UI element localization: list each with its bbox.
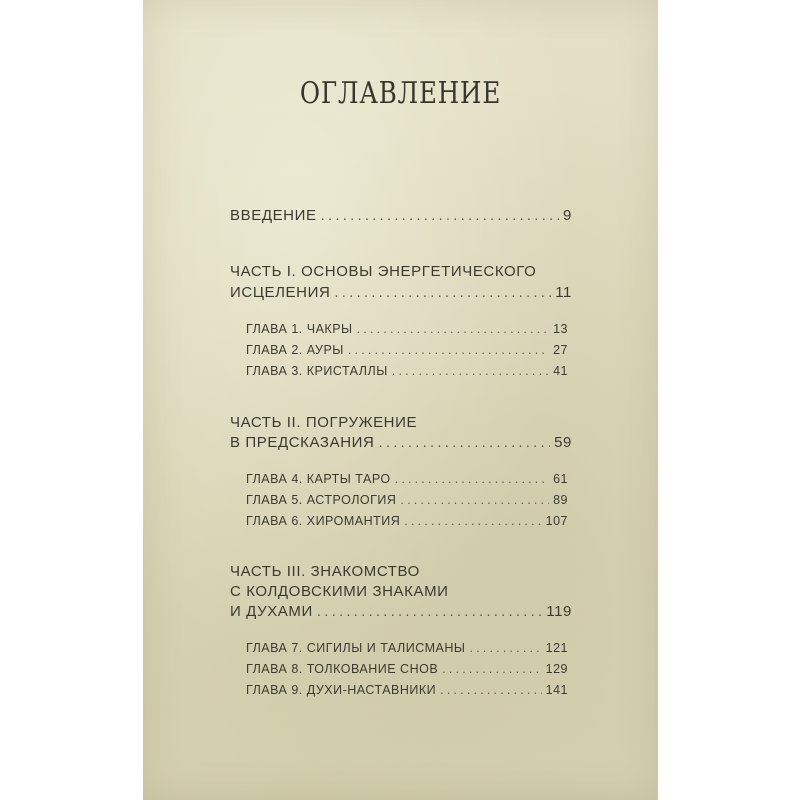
toc-entry-label: ВВЕДЕНИЕ	[230, 207, 317, 224]
toc-page-number: 119	[546, 603, 572, 620]
toc-leader-dots	[334, 284, 551, 301]
toc-leader-dots	[378, 434, 550, 451]
toc-page-number: 41	[553, 364, 568, 378]
toc-page-number: 129	[545, 662, 568, 676]
toc-entry-chapter-7[interactable]	[246, 641, 568, 655]
toc-entry-label: ГЛАВА 9. ДУХИ-НАСТАВНИКИ	[246, 683, 437, 697]
toc-page-number: 107	[545, 514, 568, 528]
toc-entry-chapter-8[interactable]	[246, 662, 568, 676]
toc-entry-label: И ДУХАМИ	[230, 603, 313, 620]
toc-leader-dots	[404, 514, 541, 528]
toc-page-number: 59	[554, 434, 572, 451]
toc-page-number: 121	[545, 641, 568, 655]
page-title: ОГЛАВЛЕНИЕ	[299, 76, 502, 111]
toc-entry-part-1[interactable]	[230, 284, 572, 301]
toc-page-number: 11	[555, 284, 572, 301]
toc-leader-dots	[440, 683, 541, 697]
toc-leader-dots	[469, 641, 541, 655]
toc-entry-label: ГЛАВА 6. ХИРОМАНТИЯ	[246, 514, 401, 528]
toc-entry-label: ГЛАВА 2. АУРЫ	[246, 343, 344, 357]
toc-leader-dots	[321, 207, 559, 224]
toc-entry-chapter-5[interactable]	[246, 493, 568, 507]
toc-page-number: 61	[553, 472, 568, 486]
toc-leader-dots	[395, 472, 549, 486]
toc-entry-introduction[interactable]	[230, 207, 572, 224]
toc-part-3-title-line2: С КОЛДОВСКИМИ ЗНАКАМИ	[230, 583, 449, 600]
toc-page-number: 13	[553, 322, 568, 336]
toc-leader-dots	[357, 322, 550, 336]
toc-entry-chapter-9[interactable]	[246, 683, 568, 697]
toc-entry-label: ГЛАВА 3. КРИСТАЛЛЫ	[246, 364, 388, 378]
toc-entry-label: ГЛАВА 5. АСТРОЛОГИЯ	[246, 493, 397, 507]
toc-leader-dots	[392, 364, 549, 378]
book-page	[143, 0, 658, 800]
toc-page-number: 141	[545, 683, 568, 697]
toc-entry-label: В ПРЕДСКАЗАНИЯ	[230, 434, 375, 451]
toc-part-2-title-line1: ЧАСТЬ II. ПОГРУЖЕНИЕ	[230, 414, 418, 431]
toc-page-number: 27	[553, 343, 568, 357]
toc-entry-chapter-3[interactable]	[246, 364, 568, 378]
toc-entry-chapter-1[interactable]	[246, 322, 568, 336]
toc-entry-label: ИСЦЕЛЕНИЯ	[230, 284, 331, 301]
toc-entry-chapter-6[interactable]	[246, 514, 568, 528]
toc-part-3-title-line1: ЧАСТЬ III. ЗНАКОМСТВО	[230, 563, 420, 580]
toc-entry-label: ГЛАВА 4. КАРТЫ ТАРО	[246, 472, 391, 486]
toc-entry-label: ГЛАВА 1. ЧАКРЫ	[246, 322, 353, 336]
toc-entry-chapter-4[interactable]	[246, 472, 568, 486]
toc-part-1-title-line1: ЧАСТЬ I. ОСНОВЫ ЭНЕРГЕТИЧЕСКОГО	[230, 263, 537, 280]
toc-leader-dots	[317, 603, 542, 620]
toc-page-number: 9	[563, 207, 572, 224]
toc-entry-part-3[interactable]	[230, 603, 572, 620]
toc-entry-chapter-2[interactable]	[246, 343, 568, 357]
toc-leader-dots	[400, 493, 549, 507]
toc-entry-label: ГЛАВА 7. СИГИЛЫ И ТАЛИСМАНЫ	[246, 641, 466, 655]
toc-leader-dots	[348, 343, 549, 357]
toc-leader-dots	[442, 662, 541, 676]
toc-entry-part-2[interactable]	[230, 434, 572, 451]
toc-entry-label: ГЛАВА 8. ТОЛКОВАНИЕ СНОВ	[246, 662, 439, 676]
toc-page-number: 89	[553, 493, 568, 507]
